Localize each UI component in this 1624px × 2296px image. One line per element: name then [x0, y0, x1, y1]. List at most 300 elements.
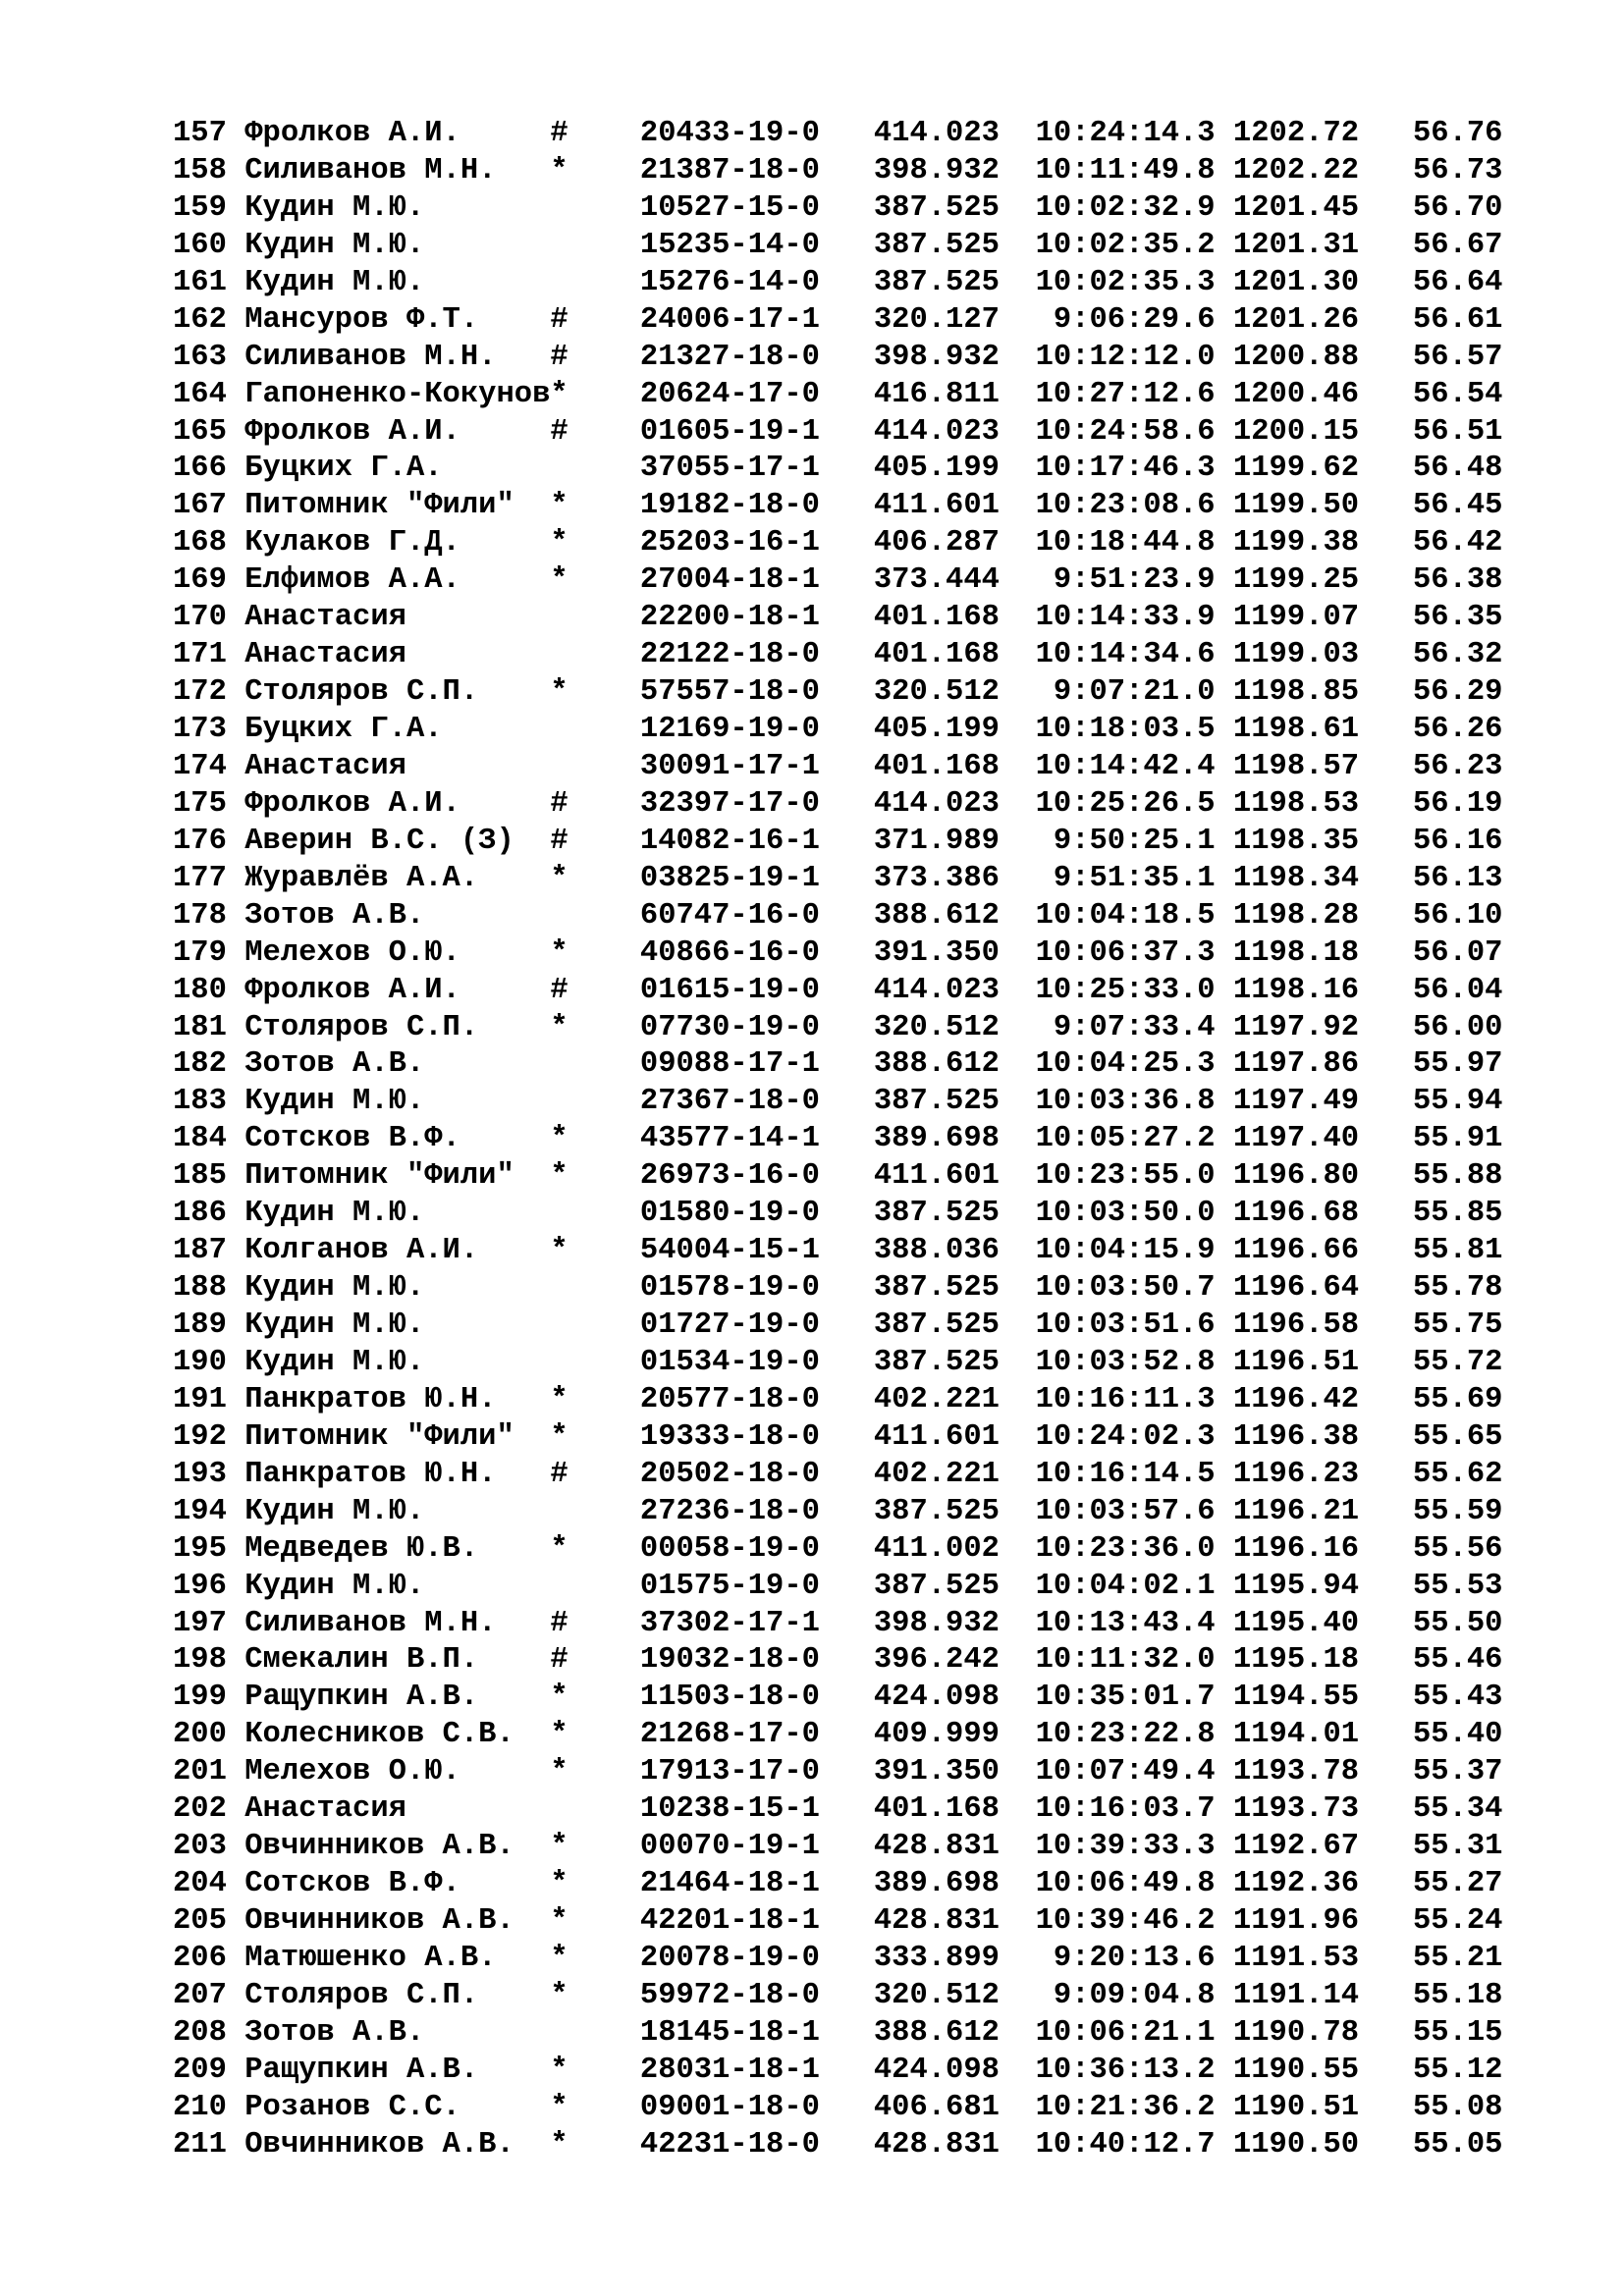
coef-cell: 55.53 — [1359, 1569, 1503, 1603]
name-cell: Силиванов М.Н. — [244, 1606, 551, 1640]
result-row — [173, 824, 1503, 861]
place-cell: 162 — [173, 302, 245, 337]
name-cell: Кудин М.Ю. — [244, 228, 551, 262]
coef-cell: 55.56 — [1359, 1531, 1503, 1566]
name-cell: Фролков А.И. — [244, 414, 551, 449]
result-row — [173, 1345, 1503, 1382]
result-row — [173, 1382, 1503, 1419]
result-row — [173, 1941, 1503, 1978]
result-row — [173, 116, 1503, 153]
result-row — [173, 1457, 1503, 1494]
mark-cell — [550, 452, 640, 485]
name-cell: Сотсков В.Ф. — [244, 1867, 551, 1901]
ring-cell: 00070-19-1 — [639, 1830, 874, 1864]
speed-cell: 1198.35 — [1215, 824, 1360, 858]
distance-cell: 401.168 — [873, 749, 1018, 783]
mark-cell: # — [550, 1457, 640, 1491]
time-cell: 10:04:02.1 — [1017, 1569, 1216, 1603]
time-cell: 10:39:46.2 — [1017, 1904, 1216, 1938]
coef-cell: 55.31 — [1359, 1830, 1503, 1864]
ring-cell: 01575-19-0 — [639, 1569, 874, 1603]
ring-cell: 22122-18-0 — [639, 638, 874, 672]
speed-cell: 1196.66 — [1215, 1234, 1360, 1268]
mark-cell: * — [550, 1382, 640, 1416]
ring-cell: 07730-19-0 — [639, 1010, 874, 1044]
name-cell: Зотов А.В. — [244, 898, 551, 933]
distance-cell: 402.221 — [873, 1382, 1018, 1416]
name-cell: Столяров С.П. — [244, 675, 551, 710]
name-cell: Кудин М.Ю. — [244, 1494, 551, 1528]
distance-cell: 398.932 — [873, 153, 1018, 187]
name-cell: Журавлёв А.А. — [244, 861, 551, 895]
result-row — [173, 302, 1503, 340]
place-cell: 193 — [173, 1457, 245, 1491]
speed-cell: 1195.40 — [1215, 1606, 1360, 1640]
coef-cell: 55.94 — [1359, 1085, 1503, 1119]
mark-cell: * — [550, 2053, 640, 2087]
speed-cell: 1198.28 — [1215, 898, 1360, 933]
distance-cell: 414.023 — [873, 414, 1018, 449]
distance-cell: 333.899 — [873, 1941, 1018, 1975]
place-cell: 211 — [173, 2127, 245, 2162]
mark-cell: * — [550, 1830, 640, 1864]
result-row — [173, 1829, 1503, 1866]
mark-cell — [550, 1308, 640, 1342]
mark-cell: * — [550, 526, 640, 561]
coef-cell: 55.27 — [1359, 1867, 1503, 1901]
distance-cell: 411.601 — [873, 1419, 1018, 1454]
distance-cell: 411.601 — [873, 489, 1018, 523]
name-cell: Панкратов Ю.Н. — [244, 1382, 551, 1416]
ring-cell: 24006-17-1 — [639, 302, 874, 337]
ring-cell: 01615-19-0 — [639, 973, 874, 1007]
place-cell: 186 — [173, 1197, 245, 1231]
mark-cell: * — [550, 1867, 640, 1901]
ring-cell: 01534-19-0 — [639, 1345, 874, 1379]
time-cell: 10:13:43.4 — [1017, 1606, 1216, 1640]
name-cell: Силиванов М.Н. — [244, 153, 551, 187]
result-row — [173, 451, 1503, 488]
time-cell: 10:14:34.6 — [1017, 638, 1216, 672]
place-cell: 191 — [173, 1382, 245, 1416]
name-cell: Питомник "Фили" — [244, 1159, 551, 1194]
ring-cell: 37055-17-1 — [639, 452, 874, 486]
result-row — [173, 1717, 1503, 1754]
distance-cell: 416.811 — [873, 377, 1018, 411]
result-row — [173, 488, 1503, 525]
result-row — [173, 1680, 1503, 1717]
name-cell: Кудин М.Ю. — [244, 1345, 551, 1379]
result-row — [173, 1233, 1503, 1270]
time-cell: 9:20:13.6 — [1017, 1941, 1216, 1975]
mark-cell: # — [550, 117, 640, 150]
time-cell: 9:50:25.1 — [1017, 824, 1216, 858]
coef-cell: 56.57 — [1359, 340, 1503, 374]
mark-cell — [550, 1197, 640, 1230]
ring-cell: 00058-19-0 — [639, 1531, 874, 1566]
name-cell: Питомник "Фили" — [244, 1419, 551, 1454]
time-cell: 10:18:03.5 — [1017, 713, 1216, 746]
name-cell: Мелехов О.Ю. — [244, 1755, 551, 1789]
place-cell: 206 — [173, 1941, 245, 1975]
result-row — [173, 1754, 1503, 1791]
place-cell: 158 — [173, 153, 245, 187]
place-cell: 198 — [173, 1643, 245, 1678]
coef-cell: 55.72 — [1359, 1345, 1503, 1379]
place-cell: 196 — [173, 1569, 245, 1603]
distance-cell: 396.242 — [873, 1643, 1018, 1678]
name-cell: Колесников С.В. — [244, 1718, 551, 1752]
result-row — [173, 1866, 1503, 1903]
mark-cell — [550, 2016, 640, 2050]
coef-cell: 56.48 — [1359, 452, 1503, 486]
distance-cell: 424.098 — [873, 2053, 1018, 2087]
place-cell: 188 — [173, 1271, 245, 1306]
ring-cell: 54004-15-1 — [639, 1234, 874, 1268]
mark-cell: # — [550, 302, 640, 337]
speed-cell: 1195.94 — [1215, 1569, 1360, 1603]
speed-cell: 1201.30 — [1215, 265, 1360, 299]
mark-cell: # — [550, 973, 640, 1007]
time-cell: 10:03:51.6 — [1017, 1308, 1216, 1342]
speed-cell: 1199.50 — [1215, 489, 1360, 523]
coef-cell: 55.21 — [1359, 1941, 1503, 1975]
mark-cell — [550, 1495, 640, 1528]
distance-cell: 387.525 — [873, 1345, 1018, 1379]
result-row — [173, 637, 1503, 674]
mark-cell: # — [550, 414, 640, 449]
time-cell: 10:11:49.8 — [1017, 153, 1216, 187]
speed-cell: 1198.16 — [1215, 973, 1360, 1007]
ring-cell: 15235-14-0 — [639, 228, 874, 262]
result-row — [173, 265, 1503, 302]
speed-cell: 1194.01 — [1215, 1718, 1360, 1752]
ring-cell: 40866-16-0 — [639, 935, 874, 970]
ring-cell: 21327-18-0 — [639, 340, 874, 374]
result-row — [173, 1494, 1503, 1531]
time-cell: 10:12:12.0 — [1017, 340, 1216, 374]
name-cell: Кудин М.Ю. — [244, 1569, 551, 1603]
coef-cell: 56.13 — [1359, 861, 1503, 895]
name-cell: Силиванов М.Н. — [244, 340, 551, 374]
place-cell: 202 — [173, 1792, 245, 1827]
coef-cell: 56.04 — [1359, 973, 1503, 1007]
ring-cell: 21268-17-0 — [639, 1718, 874, 1752]
place-cell: 205 — [173, 1904, 245, 1938]
time-cell: 10:27:12.6 — [1017, 377, 1216, 411]
result-row — [173, 1903, 1503, 1941]
distance-cell: 398.932 — [873, 1606, 1018, 1640]
result-row — [173, 1158, 1503, 1196]
ring-cell: 37302-17-1 — [639, 1606, 874, 1640]
speed-cell: 1201.26 — [1215, 302, 1360, 337]
place-cell: 175 — [173, 786, 245, 821]
distance-cell: 424.098 — [873, 1681, 1018, 1715]
time-cell: 10:24:14.3 — [1017, 117, 1216, 150]
name-cell: Аверин В.С. (З) — [244, 824, 551, 858]
result-row — [173, 712, 1503, 749]
ring-cell: 25203-16-1 — [639, 526, 874, 561]
distance-cell: 402.221 — [873, 1457, 1018, 1491]
distance-cell: 401.168 — [873, 1792, 1018, 1827]
mark-cell: * — [550, 153, 640, 187]
ring-cell: 01580-19-0 — [639, 1197, 874, 1231]
time-cell: 10:04:18.5 — [1017, 898, 1216, 933]
distance-cell: 373.386 — [873, 861, 1018, 895]
name-cell: Матюшенко А.В. — [244, 1941, 551, 1975]
mark-cell: * — [550, 935, 640, 970]
result-row — [173, 1308, 1503, 1345]
distance-cell: 320.512 — [873, 1010, 1018, 1044]
name-cell: Кудин М.Ю. — [244, 1197, 551, 1231]
name-cell: Анастасия — [244, 601, 551, 635]
place-cell: 160 — [173, 228, 245, 262]
ring-cell: 20078-19-0 — [639, 1941, 874, 1975]
speed-cell: 1201.45 — [1215, 190, 1360, 225]
time-cell: 10:06:49.8 — [1017, 1867, 1216, 1901]
time-cell: 10:07:49.4 — [1017, 1755, 1216, 1789]
time-cell: 10:03:36.8 — [1017, 1085, 1216, 1119]
speed-cell: 1190.78 — [1215, 2015, 1360, 2050]
coef-cell: 56.67 — [1359, 228, 1503, 262]
speed-cell: 1197.49 — [1215, 1085, 1360, 1119]
coef-cell: 55.05 — [1359, 2127, 1503, 2162]
distance-cell: 428.831 — [873, 1830, 1018, 1864]
name-cell: Колганов А.И. — [244, 1234, 551, 1268]
time-cell: 10:16:03.7 — [1017, 1792, 1216, 1827]
coef-cell: 56.16 — [1359, 824, 1503, 858]
result-row — [173, 2053, 1503, 2090]
time-cell: 10:23:08.6 — [1017, 489, 1216, 523]
coef-cell: 55.62 — [1359, 1457, 1503, 1491]
time-cell: 10:05:27.2 — [1017, 1122, 1216, 1156]
time-cell: 10:23:22.8 — [1017, 1718, 1216, 1752]
name-cell: Овчинников А.В. — [244, 1830, 551, 1864]
name-cell: Питомник "Фили" — [244, 489, 551, 523]
coef-cell: 55.75 — [1359, 1308, 1503, 1342]
mark-cell — [550, 229, 640, 262]
place-cell: 167 — [173, 489, 245, 523]
speed-cell: 1191.96 — [1215, 1904, 1360, 1938]
distance-cell: 411.002 — [873, 1531, 1018, 1566]
result-row — [173, 973, 1503, 1010]
distance-cell: 387.525 — [873, 228, 1018, 262]
distance-cell: 414.023 — [873, 117, 1018, 150]
time-cell: 10:17:46.3 — [1017, 452, 1216, 486]
ring-cell: 09088-17-1 — [639, 1047, 874, 1082]
mark-cell: * — [550, 675, 640, 710]
name-cell: Кудин М.Ю. — [244, 1271, 551, 1306]
name-cell: Мансуров Ф.Т. — [244, 302, 551, 337]
mark-cell — [550, 1085, 640, 1118]
name-cell: Фролков А.И. — [244, 117, 551, 150]
ring-cell: 27004-18-1 — [639, 563, 874, 598]
time-cell: 10:35:01.7 — [1017, 1681, 1216, 1715]
result-row — [173, 562, 1503, 600]
name-cell: Ращупкин А.В. — [244, 1681, 551, 1715]
distance-cell: 388.612 — [873, 1047, 1018, 1082]
mark-cell: * — [550, 1755, 640, 1789]
name-cell: Панкратов Ю.Н. — [244, 1457, 551, 1491]
speed-cell: 1191.14 — [1215, 1978, 1360, 2012]
mark-cell — [550, 266, 640, 299]
ring-cell: 22200-18-1 — [639, 601, 874, 635]
speed-cell: 1202.22 — [1215, 153, 1360, 187]
ring-cell: 09001-18-0 — [639, 2090, 874, 2124]
name-cell: Кудин М.Ю. — [244, 1308, 551, 1342]
result-row — [173, 2127, 1503, 2164]
coef-cell: 55.59 — [1359, 1494, 1503, 1528]
coef-cell: 55.50 — [1359, 1606, 1503, 1640]
place-cell: 183 — [173, 1085, 245, 1119]
distance-cell: 405.199 — [873, 452, 1018, 486]
coef-cell: 55.18 — [1359, 1978, 1503, 2012]
distance-cell: 387.525 — [873, 1569, 1018, 1603]
result-row — [173, 1531, 1503, 1569]
distance-cell: 406.287 — [873, 526, 1018, 561]
coef-cell: 55.08 — [1359, 2090, 1503, 2124]
place-cell: 159 — [173, 190, 245, 225]
speed-cell: 1193.78 — [1215, 1755, 1360, 1789]
name-cell: Зотов А.В. — [244, 1047, 551, 1082]
result-row — [173, 1010, 1503, 1047]
distance-cell: 406.681 — [873, 2090, 1018, 2124]
place-cell: 204 — [173, 1867, 245, 1901]
result-row — [173, 1642, 1503, 1680]
result-row — [173, 2015, 1503, 2053]
mark-cell: * — [550, 2127, 640, 2162]
result-row — [173, 153, 1503, 190]
ring-cell: 03825-19-1 — [639, 861, 874, 895]
distance-cell: 387.525 — [873, 1308, 1018, 1342]
distance-cell: 387.525 — [873, 1085, 1018, 1119]
coef-cell: 55.46 — [1359, 1643, 1503, 1678]
name-cell: Анастасия — [244, 638, 551, 672]
distance-cell: 428.831 — [873, 1904, 1018, 1938]
coef-cell: 55.69 — [1359, 1382, 1503, 1416]
name-cell: Фролков А.И. — [244, 786, 551, 821]
place-cell: 181 — [173, 1010, 245, 1044]
speed-cell: 1199.07 — [1215, 601, 1360, 635]
ring-cell: 10238-15-1 — [639, 1792, 874, 1827]
mark-cell: * — [550, 1718, 640, 1752]
mark-cell — [550, 191, 640, 225]
mark-cell: * — [550, 1904, 640, 1938]
distance-cell: 428.831 — [873, 2127, 1018, 2162]
speed-cell: 1196.80 — [1215, 1159, 1360, 1194]
coef-cell: 55.12 — [1359, 2053, 1503, 2087]
coef-cell: 55.78 — [1359, 1271, 1503, 1306]
mark-cell: # — [550, 340, 640, 374]
speed-cell: 1198.85 — [1215, 675, 1360, 710]
name-cell: Столяров С.П. — [244, 1010, 551, 1044]
time-cell: 10:11:32.0 — [1017, 1643, 1216, 1678]
time-cell: 10:40:12.7 — [1017, 2127, 1216, 2162]
place-cell: 184 — [173, 1122, 245, 1156]
coef-cell: 55.34 — [1359, 1792, 1503, 1827]
time-cell: 10:16:14.5 — [1017, 1457, 1216, 1491]
ring-cell: 20577-18-0 — [639, 1382, 874, 1416]
coef-cell: 55.40 — [1359, 1718, 1503, 1752]
speed-cell: 1197.92 — [1215, 1010, 1360, 1044]
result-row — [173, 1419, 1503, 1457]
time-cell: 10:14:42.4 — [1017, 749, 1216, 783]
coef-cell: 55.91 — [1359, 1122, 1503, 1156]
distance-cell: 398.932 — [873, 340, 1018, 374]
result-row — [173, 1084, 1503, 1121]
place-cell: 209 — [173, 2053, 245, 2087]
speed-cell: 1200.88 — [1215, 340, 1360, 374]
distance-cell: 320.127 — [873, 302, 1018, 337]
speed-cell: 1199.38 — [1215, 526, 1360, 561]
distance-cell: 387.525 — [873, 190, 1018, 225]
distance-cell: 401.168 — [873, 638, 1018, 672]
mark-cell — [550, 1570, 640, 1603]
place-cell: 187 — [173, 1234, 245, 1268]
time-cell: 10:06:37.3 — [1017, 935, 1216, 970]
name-cell: Кудин М.Ю. — [244, 265, 551, 299]
results-list — [173, 116, 1503, 2164]
distance-cell: 387.525 — [873, 1494, 1018, 1528]
distance-cell: 414.023 — [873, 973, 1018, 1007]
speed-cell: 1194.55 — [1215, 1681, 1360, 1715]
speed-cell: 1196.51 — [1215, 1345, 1360, 1379]
name-cell: Зотов А.В. — [244, 2015, 551, 2050]
name-cell: Кулаков Г.Д. — [244, 526, 551, 561]
speed-cell: 1196.38 — [1215, 1419, 1360, 1454]
speed-cell: 1197.40 — [1215, 1122, 1360, 1156]
place-cell: 174 — [173, 749, 245, 783]
speed-cell: 1193.73 — [1215, 1792, 1360, 1827]
name-cell: Фролков А.И. — [244, 973, 551, 1007]
distance-cell: 320.512 — [873, 675, 1018, 710]
mark-cell: * — [550, 1159, 640, 1194]
mark-cell — [550, 1346, 640, 1379]
speed-cell: 1196.58 — [1215, 1308, 1360, 1342]
speed-cell: 1198.61 — [1215, 713, 1360, 746]
time-cell: 10:39:33.3 — [1017, 1830, 1216, 1864]
place-cell: 180 — [173, 973, 245, 1007]
mark-cell — [550, 1792, 640, 1826]
result-row — [173, 600, 1503, 637]
place-cell: 172 — [173, 675, 245, 710]
mark-cell: * — [550, 2090, 640, 2124]
speed-cell: 1198.34 — [1215, 861, 1360, 895]
time-cell: 9:06:29.6 — [1017, 302, 1216, 337]
mark-cell: * — [550, 1122, 640, 1156]
distance-cell: 371.989 — [873, 824, 1018, 858]
coef-cell: 55.97 — [1359, 1047, 1503, 1082]
mark-cell — [550, 750, 640, 783]
ring-cell: 11503-18-0 — [639, 1681, 874, 1715]
time-cell: 10:04:25.3 — [1017, 1047, 1216, 1082]
place-cell: 203 — [173, 1830, 245, 1864]
result-row — [173, 861, 1503, 898]
mark-cell: * — [550, 489, 640, 523]
mark-cell — [550, 1271, 640, 1305]
mark-cell: * — [550, 1941, 640, 1975]
result-row — [173, 786, 1503, 824]
mark-cell — [550, 713, 640, 746]
result-row — [173, 674, 1503, 712]
time-cell: 10:06:21.1 — [1017, 2015, 1216, 2050]
time-cell: 10:36:13.2 — [1017, 2053, 1216, 2087]
speed-cell: 1202.72 — [1215, 117, 1360, 150]
time-cell: 10:03:50.7 — [1017, 1271, 1216, 1306]
distance-cell: 387.525 — [873, 1271, 1018, 1306]
ring-cell: 01578-19-0 — [639, 1271, 874, 1306]
ring-cell: 43577-14-1 — [639, 1122, 874, 1156]
